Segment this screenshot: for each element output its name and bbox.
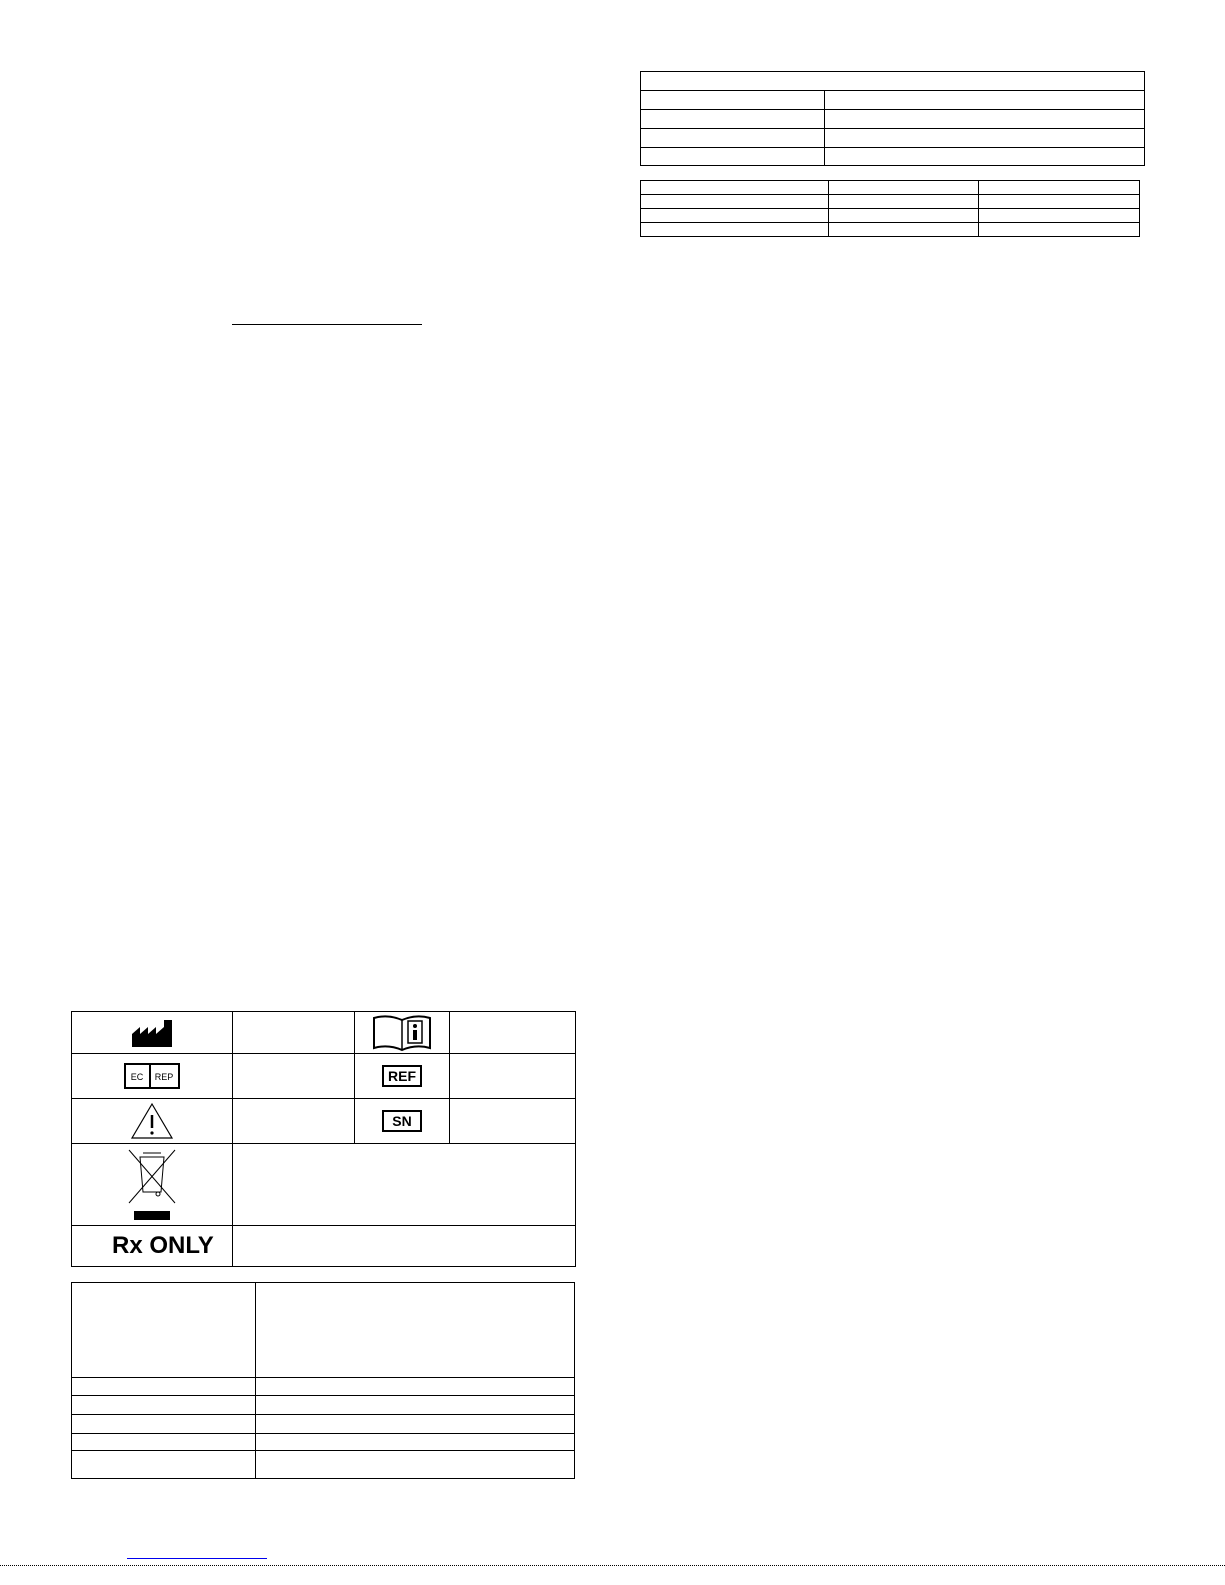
spec-row-label [641, 129, 825, 148]
parameters-table [640, 180, 1140, 237]
specifications-value-cell [256, 1415, 575, 1434]
parameters-cell [641, 181, 829, 195]
spec-row-label [641, 110, 825, 129]
ref-symbol-cell [355, 1054, 450, 1099]
spec-table-header [641, 72, 1145, 91]
specifications-value-cell [256, 1378, 575, 1396]
caution-text-cell [233, 1099, 355, 1144]
specifications-value-cell [256, 1283, 575, 1378]
rx-text-cell [233, 1226, 576, 1267]
parameters-cell [979, 209, 1140, 223]
specifications-label-cell [72, 1415, 256, 1434]
instructions-symbol-cell [355, 1012, 450, 1054]
rx-only-label: Rx ONLY [112, 1232, 214, 1259]
ec-rep-symbol-cell [72, 1054, 233, 1099]
parameters-cell [641, 223, 829, 237]
rx-symbol-cell [72, 1226, 233, 1267]
parameters-cell [979, 223, 1140, 237]
signature-underline [232, 324, 422, 325]
specifications-label-cell [72, 1434, 256, 1451]
manufacturer-symbol-cell [72, 1012, 233, 1054]
specifications-label-cell [72, 1378, 256, 1396]
parameters-cell [829, 181, 979, 195]
specifications-label-cell [72, 1396, 256, 1415]
link-underline[interactable] [127, 1558, 267, 1559]
specifications-value-cell [256, 1396, 575, 1415]
spec-row-value [825, 129, 1145, 148]
ec-label: EC [130, 1072, 144, 1082]
ref-text-cell [450, 1054, 576, 1099]
crossed-bin-icon [127, 1148, 177, 1222]
specifications-label-cell [72, 1451, 256, 1479]
parameters-cell [829, 223, 979, 237]
specifications-label-cell [72, 1283, 256, 1378]
spec-row-label [641, 148, 825, 166]
symbols-table [71, 1011, 576, 1267]
manufacturer-text-cell [233, 1012, 355, 1054]
weee-text-cell [233, 1144, 576, 1226]
spec-row-value [825, 91, 1145, 110]
ref-label: REF [382, 1065, 422, 1087]
instructions-text-cell [450, 1012, 576, 1054]
spec-row-label [641, 91, 825, 110]
specifications-table [71, 1282, 575, 1479]
specifications-value-cell [256, 1451, 575, 1479]
ec-rep-text-cell [233, 1054, 355, 1099]
factory-icon [130, 1018, 174, 1048]
parameters-cell [979, 181, 1140, 195]
weee-symbol-cell [72, 1144, 233, 1226]
sn-label: SN [382, 1110, 421, 1132]
ec-rep-icon [124, 1063, 180, 1089]
warning-triangle-icon [130, 1102, 174, 1140]
footer-dotted-rule [0, 1565, 1225, 1566]
sn-symbol-cell [355, 1099, 450, 1144]
parameters-cell [979, 195, 1140, 209]
specifications-value-cell [256, 1434, 575, 1451]
spec-row-value [825, 110, 1145, 129]
sn-text-cell [450, 1099, 576, 1144]
parameters-cell [641, 195, 829, 209]
parameters-cell [641, 209, 829, 223]
caution-symbol-cell [72, 1099, 233, 1144]
spec-table [640, 71, 1145, 166]
spec-row-value [825, 148, 1145, 166]
parameters-cell [829, 209, 979, 223]
parameters-cell [829, 195, 979, 209]
book-info-icon [371, 1014, 433, 1052]
rep-label: REP [154, 1072, 174, 1082]
